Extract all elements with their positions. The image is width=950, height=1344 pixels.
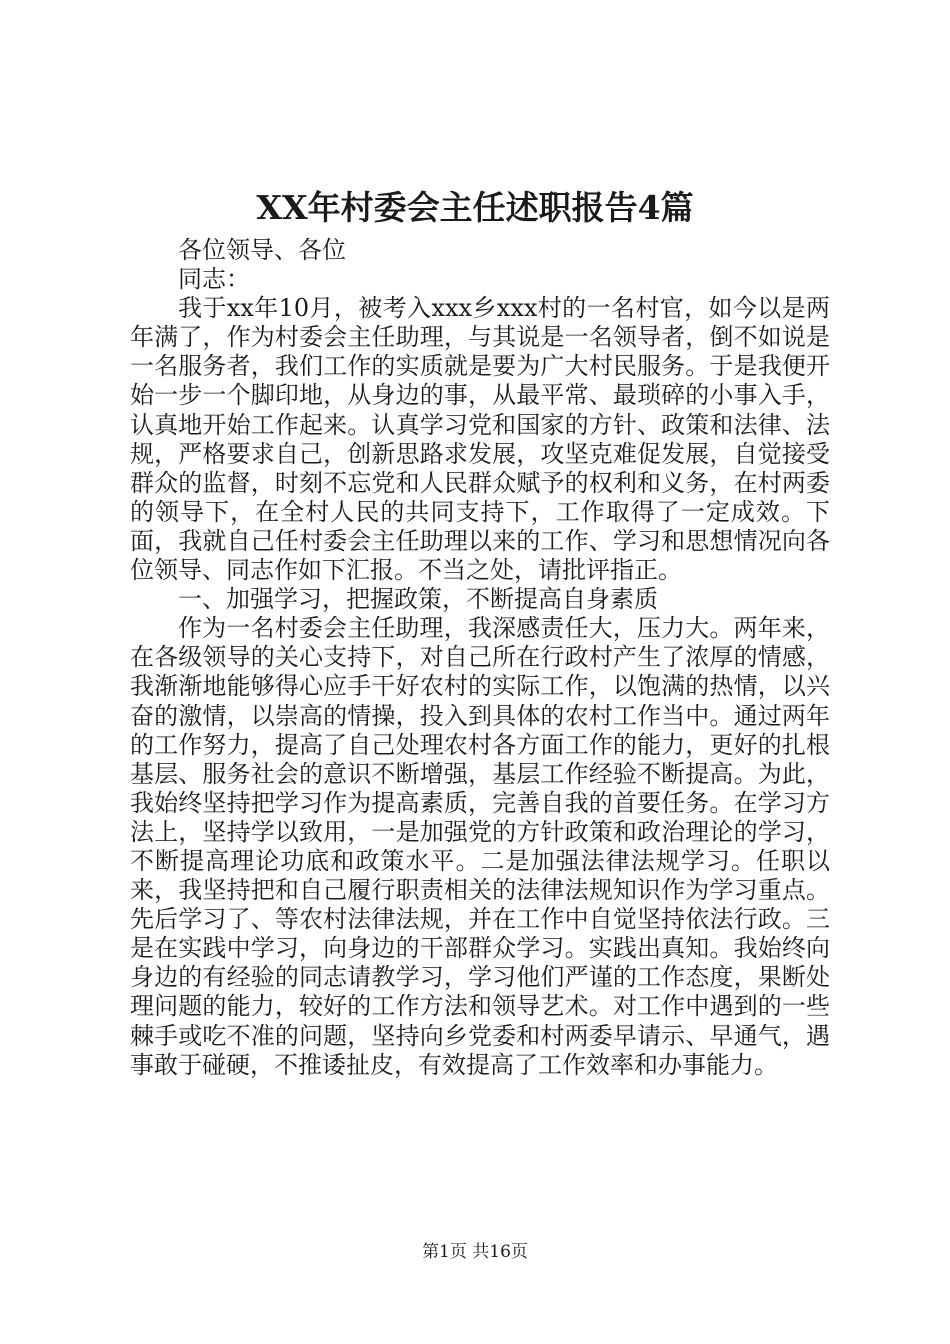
salutation-line-2: 同志： [178,265,250,294]
document-title: XX年村委会主任述职报告4篇 [256,188,694,227]
intro-paragraph: 我于xx年10月，被考入xxx乡xxx村的一名村官，如今以是两年满了，作为村委会主任助理，与其说是一名领导者，倒不如说是一名服务者，我们工作的实质就是要为广大村民服务。于是我便开始一步一个脚印地，从身边的事，从最平常、最琐碎的小事入手，认真地开始工作起来。认真学习党和国家的方针、政策和法律、法规，严格要求自己，创新思路求发展，攻坚克难促发展，自觉接受群众的监督，时刻不忘党和人民群众赋予的权利和义务，在村两委的领导下，在全村人民的共同支持下，工作取得了一定成效。下面，我就自己任村委会主任助理以来的工作、学习和思想情况向各位领导、同志作如下汇报。不当之处，请批评指正。 [130,294,830,585]
document-body [130,236,830,1080]
section-heading-1: 一、加强学习，把握政策，不断提高自身素质 [178,585,658,614]
salutation-line-1: 各位领导、各位 [178,236,346,264]
page-number-footer: 第1页 共16页 [422,1242,528,1262]
section-1-paragraph: 作为一名村委会主任助理，我深感责任大，压力大。两年来，在各级领导的关心支持下，对自己所在行政村产生了浓厚的情感，我渐渐地能够得心应手干好农村的实际工作，以饱满的热情，以兴奋的激情，以崇高的情操，投入到具体的农村工作当中。通过两年的工作努力，提高了自己处理农村各方面工作的能力，更好的扎根基层、服务社会的意识不断增强，基层工作经验不断提高。为此，我始终坚持把学习作为提高素质，完善自我的首要任务。在学习方法上，坚持学以致用，一是加强党的方针政策和政治理论的学习，不断提高理论功底和政策水平。二是加强法律法规学习。任职以来，我坚持把和自己履行职责相关的法律法规知识作为学习重点。先后学习了、等农村法律法规，并在工作中自觉坚持依法行政。三是在实践中学习，向身边的干部群众学习。实践出真知。我始终向身边的有经验的同志请教学习，学习他们严谨的工作态度，果断处理问题的能力，较好的工作方法和领导艺术。对工作中遇到的一些棘手或吃不准的问题，坚持向乡党委和村两委早请示、早通气，遇事敢于碰硬，不推诿扯皮，有效提高了工作效率和办事能力。 [130,614,830,1079]
